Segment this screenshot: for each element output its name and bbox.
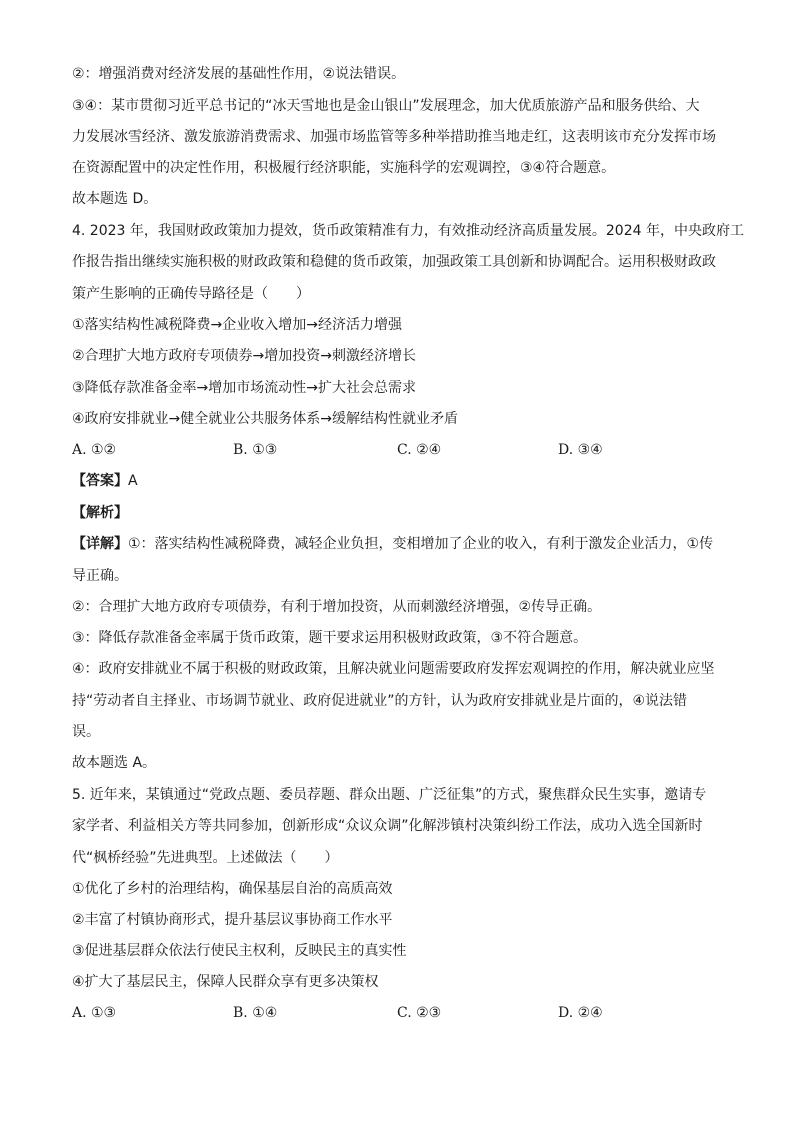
question-4-item: ②合理扩大地方政府专项债券→增加投资→刺激经济增长 — [72, 348, 417, 364]
question-5-stem: 家学者、利益相关方等共同参加，创新形成“众议众调”化解涉镇村决策纠纷工作法，成功入选全国新时 — [72, 818, 703, 834]
conclusion-line: 故本题选 D。 — [72, 191, 158, 207]
option-d: D. ②④ — [558, 1005, 603, 1021]
detail-line: ③：降低存款准备金率属于货币政策，题干要求运用积极财政政策，③不符合题意。 — [72, 630, 588, 646]
analysis-line: 力发展冰雪经济、激发旅游消费需求、加强市场监管等多种举措助推当地走红，这表明该市充分发挥市场 — [72, 129, 716, 145]
detail-line: 导正确。 — [72, 568, 128, 584]
analysis-label: 【解析】 — [72, 505, 128, 521]
option-c: C. ②③ — [397, 1005, 442, 1021]
detail-text: ①：落实结构性减税降费，减轻企业负担，变相增加了企业的收入，有利于激发企业活力，①传 — [128, 536, 714, 552]
analysis-line: ③④：某市贯彻习近平总书记的“冰天雪地也是金山银山”发展理念，加大优质旅游产品和服务供给、大 — [72, 98, 700, 114]
option-b: B. ①④ — [233, 1005, 278, 1021]
question-4-stem: 作报告指出继续实施积极的财政政策和稳健的货币政策，加强政策工具创新和协调配合。运用积极财政政 — [72, 254, 716, 270]
question-5-item: ①优化了乡村的治理结构，确保基层自治的高质高效 — [72, 881, 393, 897]
question-5-options — [72, 1003, 722, 1023]
answer-label: 【答案】 — [72, 473, 128, 489]
option-a: A. ①③ — [72, 1005, 117, 1021]
question-4-item: ①落实结构性减税降费→企业收入增加→经济活力增强 — [72, 317, 403, 333]
question-5-stem: 代“枫桥经验”先进典型。上述做法（ ） — [72, 850, 339, 866]
answer-value: A — [128, 473, 138, 489]
option-b: B. ①③ — [233, 442, 278, 458]
question-5-stem: 5. 近年来，某镇通过“党政点题、委员荐题、群众出题、广泛征集”的方式，聚焦群众民生实事，邀请专 — [72, 787, 707, 803]
question-4-stem: 策产生影响的正确传导路径是（ ） — [72, 286, 310, 302]
question-4-options — [72, 440, 722, 460]
option-a: A. ①② — [72, 442, 117, 458]
answer-line — [72, 471, 722, 491]
question-5-item: ③促进基层群众依法行使民主权利，反映民主的真实性 — [72, 943, 407, 959]
option-c: C. ②④ — [397, 442, 442, 458]
detail-label: 【详解】 — [72, 536, 128, 552]
question-5-item: ②丰富了村镇协商形式，提升基层议事协商工作水平 — [72, 912, 393, 928]
detail-line — [72, 534, 722, 554]
analysis-line: 在资源配置中的决定性作用，积极履行经济职能，实施科学的宏观调控，③④符合题意。 — [72, 160, 616, 176]
question-4-item: ③降低存款准备金率→增加市场流动性→扩大社会总需求 — [72, 380, 417, 396]
detail-line: 误。 — [72, 724, 100, 740]
detail-line: ④：政府安排就业不属于积极的财政政策，且解决就业问题需要政府发挥宏观调控的作用，解决就业应坚 — [72, 661, 715, 677]
question-5-item: ④扩大了基层民主，保障人民群众享有更多决策权 — [72, 974, 379, 990]
detail-line: ②：合理扩大地方政府专项债券，有利于增加投资，从而刺激经济增强，②传导正确。 — [72, 599, 602, 615]
detail-line: 持“劳动者自主择业、市场调节就业、政府促进就业”的方针，认为政府安排就业是片面的，④说法错 — [72, 693, 688, 709]
analysis-line: ②：增强消费对经济发展的基础性作用，②说法错误。 — [72, 66, 406, 82]
question-4-stem: 4. 2023 年，我国财政政策加力提效，货币政策精准有力，有效推动经济高质量发展。2024 年，中央政府工 — [72, 223, 744, 239]
option-d: D. ③④ — [558, 442, 603, 458]
conclusion-line: 故本题选 A。 — [72, 755, 157, 771]
question-4-item: ④政府安排就业→健全就业公共服务体系→缓解结构性就业矛盾 — [72, 411, 459, 427]
